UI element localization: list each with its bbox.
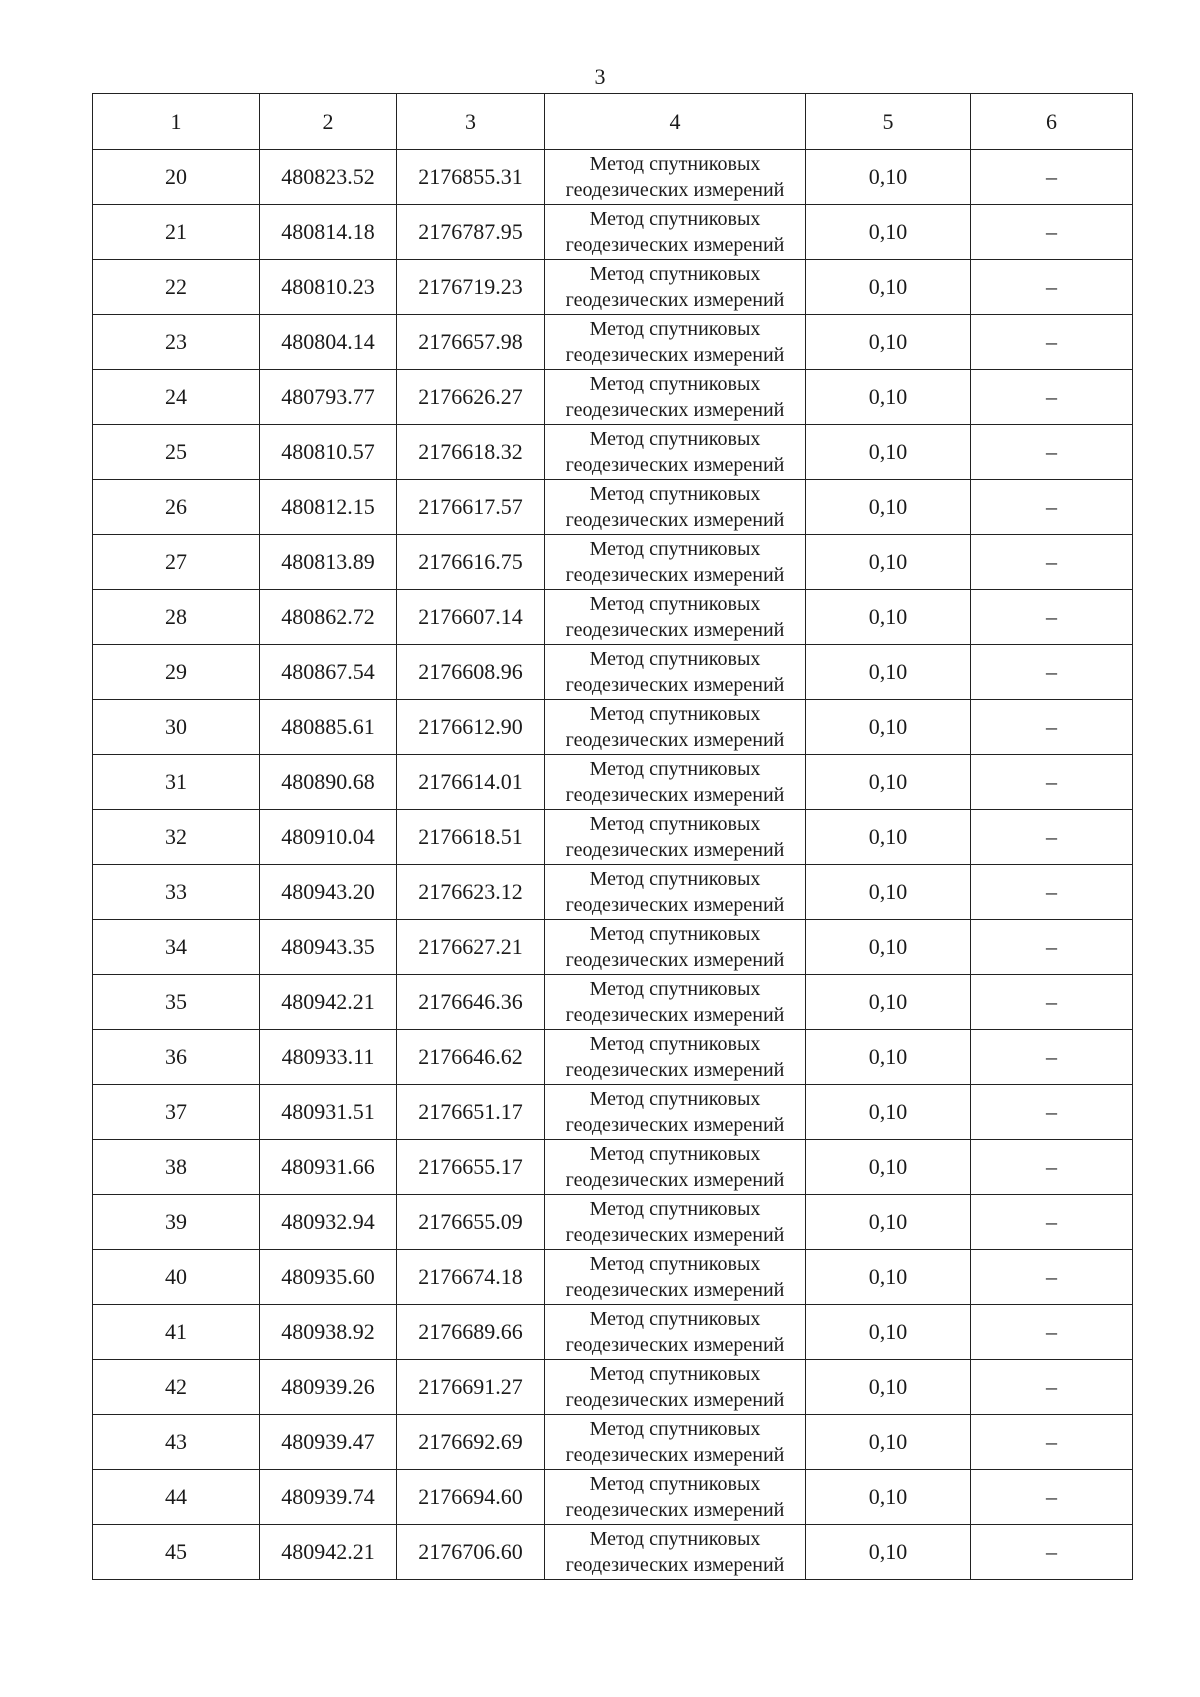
header-cell-col-6: 6 bbox=[971, 94, 1133, 150]
accuracy-cell: 0,10 bbox=[806, 590, 971, 645]
table-row bbox=[93, 260, 1133, 315]
method-cell bbox=[545, 755, 806, 810]
method-line-1: Метод спутниковых bbox=[589, 758, 761, 780]
table-row bbox=[93, 1470, 1133, 1525]
x-coordinate-cell: 480935.60 bbox=[260, 1250, 397, 1305]
table-row bbox=[93, 425, 1133, 480]
method-line-1: Метод спутниковых bbox=[589, 1143, 761, 1165]
method-cell bbox=[545, 1415, 806, 1470]
accuracy-cell: 0,10 bbox=[806, 1470, 971, 1525]
method-line-1: Метод спутниковых bbox=[589, 1363, 761, 1385]
method-cell bbox=[545, 590, 806, 645]
note-cell: – bbox=[971, 480, 1133, 535]
method-cell bbox=[545, 920, 806, 975]
method-line-1: Метод спутниковых bbox=[589, 428, 761, 450]
x-coordinate-cell: 480933.11 bbox=[260, 1030, 397, 1085]
accuracy-cell: 0,10 bbox=[806, 755, 971, 810]
table-row bbox=[93, 1415, 1133, 1470]
point-number-cell: 42 bbox=[93, 1360, 260, 1415]
method-line-1: Метод спутниковых bbox=[589, 1418, 761, 1440]
y-coordinate-cell: 2176787.95 bbox=[397, 205, 545, 260]
note-cell: – bbox=[971, 535, 1133, 590]
point-number-cell: 38 bbox=[93, 1140, 260, 1195]
method-cell bbox=[545, 810, 806, 865]
accuracy-cell: 0,10 bbox=[806, 865, 971, 920]
note-cell: – bbox=[971, 1250, 1133, 1305]
table-header-row bbox=[93, 94, 1133, 150]
x-coordinate-cell: 480812.15 bbox=[260, 480, 397, 535]
note-cell: – bbox=[971, 645, 1133, 700]
method-cell bbox=[545, 865, 806, 920]
note-cell: – bbox=[971, 975, 1133, 1030]
y-coordinate-cell: 2176612.90 bbox=[397, 700, 545, 755]
accuracy-cell: 0,10 bbox=[806, 535, 971, 590]
y-coordinate-cell: 2176646.62 bbox=[397, 1030, 545, 1085]
x-coordinate-cell: 480939.26 bbox=[260, 1360, 397, 1415]
accuracy-cell: 0,10 bbox=[806, 150, 971, 205]
note-cell: – bbox=[971, 425, 1133, 480]
header-cell-col-4: 4 bbox=[545, 94, 806, 150]
method-line-2: геодезических измерений bbox=[565, 1554, 785, 1576]
x-coordinate-cell: 480943.35 bbox=[260, 920, 397, 975]
y-coordinate-cell: 2176618.51 bbox=[397, 810, 545, 865]
accuracy-cell: 0,10 bbox=[806, 1305, 971, 1360]
method-cell bbox=[545, 1250, 806, 1305]
point-number-cell: 32 bbox=[93, 810, 260, 865]
table-row bbox=[93, 865, 1133, 920]
method-line-2: геодезических измерений bbox=[565, 949, 785, 971]
note-cell: – bbox=[971, 150, 1133, 205]
point-number-cell: 27 bbox=[93, 535, 260, 590]
note-cell: – bbox=[971, 810, 1133, 865]
table-row bbox=[93, 370, 1133, 425]
y-coordinate-cell: 2176617.57 bbox=[397, 480, 545, 535]
point-number-cell: 26 bbox=[93, 480, 260, 535]
accuracy-cell: 0,10 bbox=[806, 1085, 971, 1140]
accuracy-cell: 0,10 bbox=[806, 1415, 971, 1470]
method-line-1: Метод спутниковых bbox=[589, 373, 761, 395]
method-cell bbox=[545, 425, 806, 480]
note-cell: – bbox=[971, 1140, 1133, 1195]
y-coordinate-cell: 2176674.18 bbox=[397, 1250, 545, 1305]
method-line-2: геодезических измерений bbox=[565, 619, 785, 641]
method-cell bbox=[545, 205, 806, 260]
method-line-1: Метод спутниковых bbox=[589, 263, 761, 285]
point-number-cell: 39 bbox=[93, 1195, 260, 1250]
x-coordinate-cell: 480939.74 bbox=[260, 1470, 397, 1525]
table-body bbox=[93, 94, 1133, 1580]
method-line-1: Метод спутниковых bbox=[589, 1473, 761, 1495]
method-line-2: геодезических измерений bbox=[565, 1004, 785, 1026]
x-coordinate-cell: 480931.66 bbox=[260, 1140, 397, 1195]
table-row bbox=[93, 755, 1133, 810]
accuracy-cell: 0,10 bbox=[806, 370, 971, 425]
method-line-2: геодезических измерений bbox=[565, 1059, 785, 1081]
x-coordinate-cell: 480910.04 bbox=[260, 810, 397, 865]
y-coordinate-cell: 2176646.36 bbox=[397, 975, 545, 1030]
point-number-cell: 21 bbox=[93, 205, 260, 260]
method-line-2: геодезических измерений bbox=[565, 1169, 785, 1191]
method-line-1: Метод спутниковых bbox=[589, 868, 761, 890]
method-line-2: геодезических измерений bbox=[565, 1389, 785, 1411]
accuracy-cell: 0,10 bbox=[806, 920, 971, 975]
accuracy-cell: 0,10 bbox=[806, 975, 971, 1030]
y-coordinate-cell: 2176706.60 bbox=[397, 1525, 545, 1580]
note-cell: – bbox=[971, 700, 1133, 755]
table-row bbox=[93, 700, 1133, 755]
method-cell bbox=[545, 480, 806, 535]
method-line-2: геодезических измерений bbox=[565, 179, 785, 201]
method-line-1: Метод спутниковых bbox=[589, 923, 761, 945]
table-row bbox=[93, 590, 1133, 645]
note-cell: – bbox=[971, 205, 1133, 260]
table-row bbox=[93, 1140, 1133, 1195]
accuracy-cell: 0,10 bbox=[806, 480, 971, 535]
x-coordinate-cell: 480810.57 bbox=[260, 425, 397, 480]
header-cell-col-2: 2 bbox=[260, 94, 397, 150]
method-line-2: геодезических измерений bbox=[565, 1444, 785, 1466]
method-line-2: геодезических измерений bbox=[565, 1224, 785, 1246]
method-line-2: геодезических измерений bbox=[565, 289, 785, 311]
accuracy-cell: 0,10 bbox=[806, 1250, 971, 1305]
point-number-cell: 34 bbox=[93, 920, 260, 975]
x-coordinate-cell: 480943.20 bbox=[260, 865, 397, 920]
accuracy-cell: 0,10 bbox=[806, 1030, 971, 1085]
point-number-cell: 44 bbox=[93, 1470, 260, 1525]
x-coordinate-cell: 480942.21 bbox=[260, 1525, 397, 1580]
accuracy-cell: 0,10 bbox=[806, 1360, 971, 1415]
point-number-cell: 23 bbox=[93, 315, 260, 370]
x-coordinate-cell: 480813.89 bbox=[260, 535, 397, 590]
table-row bbox=[93, 1525, 1133, 1580]
point-number-cell: 30 bbox=[93, 700, 260, 755]
point-number-cell: 20 bbox=[93, 150, 260, 205]
point-number-cell: 28 bbox=[93, 590, 260, 645]
table-row bbox=[93, 1360, 1133, 1415]
accuracy-cell: 0,10 bbox=[806, 205, 971, 260]
coordinates-table bbox=[92, 93, 1133, 1580]
y-coordinate-cell: 2176608.96 bbox=[397, 645, 545, 700]
point-number-cell: 24 bbox=[93, 370, 260, 425]
point-number-cell: 35 bbox=[93, 975, 260, 1030]
note-cell: – bbox=[971, 1030, 1133, 1085]
method-line-2: геодезических измерений bbox=[565, 234, 785, 256]
note-cell: – bbox=[971, 1470, 1133, 1525]
note-cell: – bbox=[971, 315, 1133, 370]
y-coordinate-cell: 2176623.12 bbox=[397, 865, 545, 920]
point-number-cell: 45 bbox=[93, 1525, 260, 1580]
x-coordinate-cell: 480814.18 bbox=[260, 205, 397, 260]
table-row bbox=[93, 810, 1133, 865]
y-coordinate-cell: 2176655.17 bbox=[397, 1140, 545, 1195]
table-row bbox=[93, 1195, 1133, 1250]
table-row bbox=[93, 1030, 1133, 1085]
note-cell: – bbox=[971, 1360, 1133, 1415]
y-coordinate-cell: 2176651.17 bbox=[397, 1085, 545, 1140]
header-cell-col-3: 3 bbox=[397, 94, 545, 150]
point-number-cell: 40 bbox=[93, 1250, 260, 1305]
x-coordinate-cell: 480938.92 bbox=[260, 1305, 397, 1360]
note-cell: – bbox=[971, 1085, 1133, 1140]
method-cell bbox=[545, 1140, 806, 1195]
x-coordinate-cell: 480862.72 bbox=[260, 590, 397, 645]
y-coordinate-cell: 2176614.01 bbox=[397, 755, 545, 810]
note-cell: – bbox=[971, 1305, 1133, 1360]
point-number-cell: 37 bbox=[93, 1085, 260, 1140]
method-cell bbox=[545, 260, 806, 315]
method-line-1: Метод спутниковых bbox=[589, 593, 761, 615]
y-coordinate-cell: 2176655.09 bbox=[397, 1195, 545, 1250]
point-number-cell: 25 bbox=[93, 425, 260, 480]
method-line-2: геодезических измерений bbox=[565, 564, 785, 586]
y-coordinate-cell: 2176618.32 bbox=[397, 425, 545, 480]
method-line-2: геодезических измерений bbox=[565, 454, 785, 476]
method-cell bbox=[545, 150, 806, 205]
note-cell: – bbox=[971, 1525, 1133, 1580]
note-cell: – bbox=[971, 590, 1133, 645]
note-cell: – bbox=[971, 370, 1133, 425]
method-line-2: геодезических измерений bbox=[565, 509, 785, 531]
method-cell bbox=[545, 1470, 806, 1525]
y-coordinate-cell: 2176855.31 bbox=[397, 150, 545, 205]
point-number-cell: 36 bbox=[93, 1030, 260, 1085]
x-coordinate-cell: 480931.51 bbox=[260, 1085, 397, 1140]
y-coordinate-cell: 2176607.14 bbox=[397, 590, 545, 645]
method-cell bbox=[545, 315, 806, 370]
method-cell bbox=[545, 1525, 806, 1580]
table-row bbox=[93, 315, 1133, 370]
method-cell bbox=[545, 975, 806, 1030]
x-coordinate-cell: 480810.23 bbox=[260, 260, 397, 315]
table-row bbox=[93, 150, 1133, 205]
accuracy-cell: 0,10 bbox=[806, 645, 971, 700]
y-coordinate-cell: 2176689.66 bbox=[397, 1305, 545, 1360]
x-coordinate-cell: 480793.77 bbox=[260, 370, 397, 425]
method-line-1: Метод спутниковых bbox=[589, 483, 761, 505]
method-cell bbox=[545, 1085, 806, 1140]
method-line-2: геодезических измерений bbox=[565, 344, 785, 366]
y-coordinate-cell: 2176626.27 bbox=[397, 370, 545, 425]
x-coordinate-cell: 480890.68 bbox=[260, 755, 397, 810]
method-line-2: геодезических измерений bbox=[565, 784, 785, 806]
method-line-1: Метод спутниковых bbox=[589, 208, 761, 230]
table-row bbox=[93, 975, 1133, 1030]
y-coordinate-cell: 2176616.75 bbox=[397, 535, 545, 590]
y-coordinate-cell: 2176691.27 bbox=[397, 1360, 545, 1415]
x-coordinate-cell: 480885.61 bbox=[260, 700, 397, 755]
method-line-2: геодезических измерений bbox=[565, 1499, 785, 1521]
header-cell-col-1: 1 bbox=[93, 94, 260, 150]
table-row bbox=[93, 1085, 1133, 1140]
note-cell: – bbox=[971, 1195, 1133, 1250]
point-number-cell: 22 bbox=[93, 260, 260, 315]
table-row bbox=[93, 645, 1133, 700]
table-row bbox=[93, 535, 1133, 590]
header-cell-col-5: 5 bbox=[806, 94, 971, 150]
table-row bbox=[93, 205, 1133, 260]
method-line-2: геодезических измерений bbox=[565, 674, 785, 696]
method-line-2: геодезических измерений bbox=[565, 1279, 785, 1301]
y-coordinate-cell: 2176719.23 bbox=[397, 260, 545, 315]
x-coordinate-cell: 480804.14 bbox=[260, 315, 397, 370]
point-number-cell: 31 bbox=[93, 755, 260, 810]
method-cell bbox=[545, 370, 806, 425]
point-number-cell: 33 bbox=[93, 865, 260, 920]
accuracy-cell: 0,10 bbox=[806, 810, 971, 865]
point-number-cell: 43 bbox=[93, 1415, 260, 1470]
method-cell bbox=[545, 535, 806, 590]
method-line-1: Метод спутниковых bbox=[589, 1253, 761, 1275]
method-line-2: геодезических измерений bbox=[565, 729, 785, 751]
method-line-1: Метод спутниковых bbox=[589, 153, 761, 175]
accuracy-cell: 0,10 bbox=[806, 1195, 971, 1250]
method-line-1: Метод спутниковых bbox=[589, 538, 761, 560]
method-line-1: Метод спутниковых bbox=[589, 813, 761, 835]
method-line-1: Метод спутниковых bbox=[589, 318, 761, 340]
method-line-2: геодезических измерений bbox=[565, 894, 785, 916]
method-line-2: геодезических измерений bbox=[565, 839, 785, 861]
note-cell: – bbox=[971, 260, 1133, 315]
page-number: 3 bbox=[594, 64, 606, 89]
method-line-1: Метод спутниковых bbox=[589, 1033, 761, 1055]
method-cell bbox=[545, 1195, 806, 1250]
method-cell bbox=[545, 1305, 806, 1360]
x-coordinate-cell: 480867.54 bbox=[260, 645, 397, 700]
accuracy-cell: 0,10 bbox=[806, 1525, 971, 1580]
method-line-1: Метод спутниковых bbox=[589, 1528, 761, 1550]
y-coordinate-cell: 2176694.60 bbox=[397, 1470, 545, 1525]
method-cell bbox=[545, 1030, 806, 1085]
point-number-cell: 41 bbox=[93, 1305, 260, 1360]
table-row bbox=[93, 1250, 1133, 1305]
y-coordinate-cell: 2176627.21 bbox=[397, 920, 545, 975]
y-coordinate-cell: 2176657.98 bbox=[397, 315, 545, 370]
note-cell: – bbox=[971, 1415, 1133, 1470]
accuracy-cell: 0,10 bbox=[806, 260, 971, 315]
x-coordinate-cell: 480823.52 bbox=[260, 150, 397, 205]
note-cell: – bbox=[971, 755, 1133, 810]
method-line-1: Метод спутниковых bbox=[589, 1198, 761, 1220]
note-cell: – bbox=[971, 920, 1133, 975]
y-coordinate-cell: 2176692.69 bbox=[397, 1415, 545, 1470]
table-row bbox=[93, 480, 1133, 535]
method-line-1: Метод спутниковых bbox=[589, 648, 761, 670]
method-line-1: Метод спутниковых bbox=[589, 703, 761, 725]
accuracy-cell: 0,10 bbox=[806, 700, 971, 755]
accuracy-cell: 0,10 bbox=[806, 1140, 971, 1195]
method-line-1: Метод спутниковых bbox=[589, 1308, 761, 1330]
x-coordinate-cell: 480942.21 bbox=[260, 975, 397, 1030]
method-line-2: геодезических измерений bbox=[565, 1334, 785, 1356]
method-line-1: Метод спутниковых bbox=[589, 978, 761, 1000]
accuracy-cell: 0,10 bbox=[806, 315, 971, 370]
table-row bbox=[93, 1305, 1133, 1360]
x-coordinate-cell: 480932.94 bbox=[260, 1195, 397, 1250]
method-line-1: Метод спутниковых bbox=[589, 1088, 761, 1110]
note-cell: – bbox=[971, 865, 1133, 920]
table-row bbox=[93, 920, 1133, 975]
point-number-cell: 29 bbox=[93, 645, 260, 700]
method-cell bbox=[545, 1360, 806, 1415]
method-line-2: геодезических измерений bbox=[565, 399, 785, 421]
method-line-2: геодезических измерений bbox=[565, 1114, 785, 1136]
method-cell bbox=[545, 700, 806, 755]
accuracy-cell: 0,10 bbox=[806, 425, 971, 480]
method-cell bbox=[545, 645, 806, 700]
x-coordinate-cell: 480939.47 bbox=[260, 1415, 397, 1470]
